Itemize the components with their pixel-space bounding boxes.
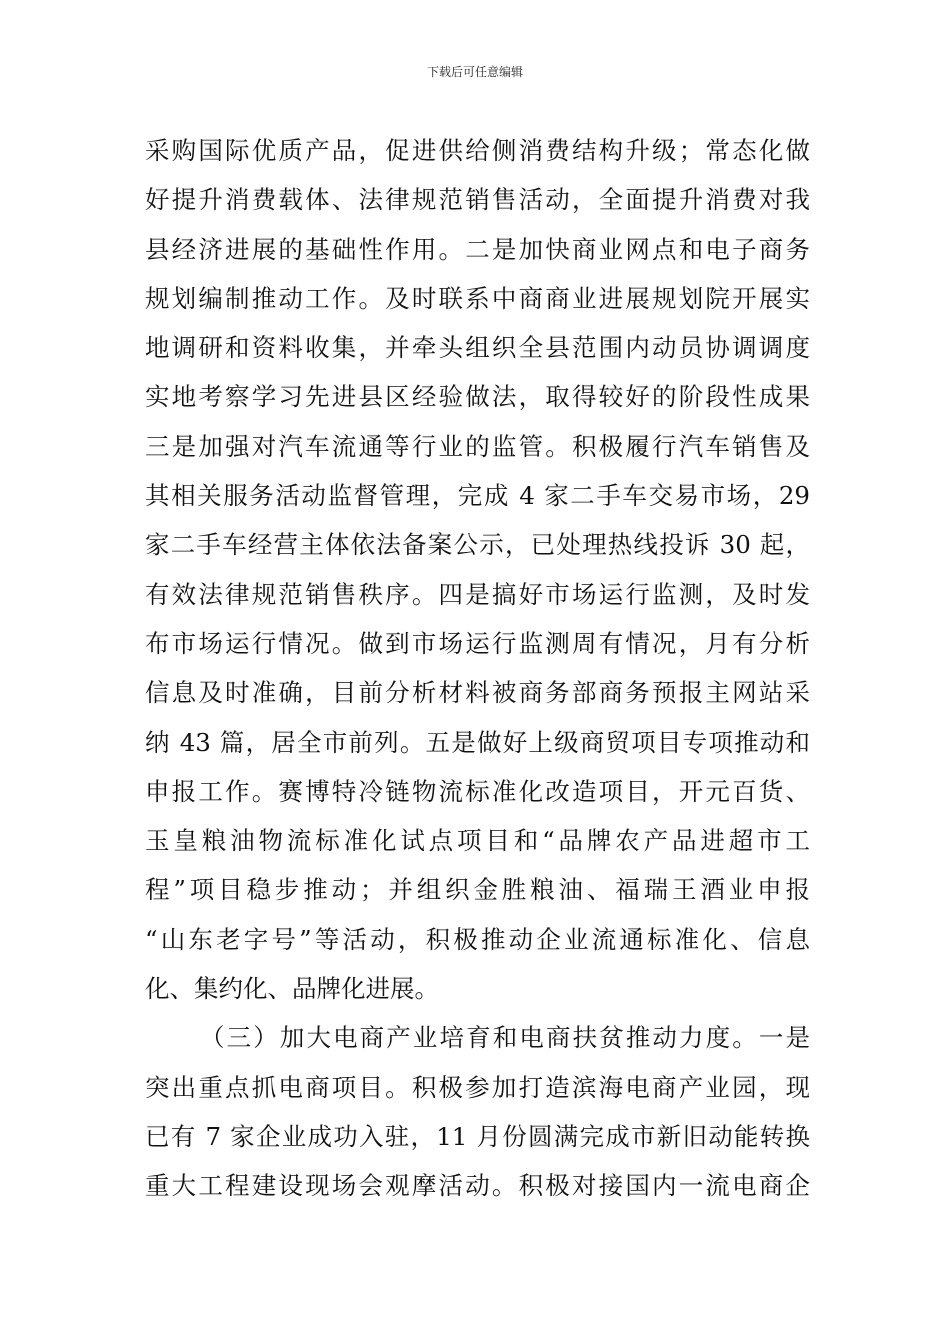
text-line: “山东老字号”等活动，积极推动企业流通标准化、信息 bbox=[145, 924, 810, 954]
text-line: 地调研和资料收集，并牵头组织全县范围内动员协调调度 bbox=[145, 333, 810, 363]
text-line: 重大工程建设现场会观摩活动。积极对接国内一流电商企 bbox=[145, 1171, 810, 1201]
page-header-note: 下载后可任意编辑 bbox=[426, 65, 523, 79]
text-line: 信息及时准确，目前分析材料被商务部商务预报主网站采 bbox=[145, 678, 810, 708]
text-line: 采购国际优质产品，促进供给侧消费结构升级；常态化做 bbox=[145, 136, 810, 165]
text-line: 申报工作。赛博特冷链物流标准化改造项目，开元百货、 bbox=[145, 776, 810, 806]
text-line: 布市场运行情况。做到市场运行监测周有情况，月有分析 bbox=[145, 628, 810, 658]
text-line: 玉皇粮油物流标准化试点项目和“品牌农产品进超市工 bbox=[145, 826, 810, 856]
section-heading-line: （三）加大电商产业培育和电商扶贫推动力度。一是 bbox=[200, 1023, 810, 1053]
text-line: 好提升消费载体、法律规范销售活动，全面提升消费对我 bbox=[145, 185, 810, 215]
text-line: 程”项目稳步推动；并组织金胜粮油、福瑞王酒业申报 bbox=[145, 875, 810, 905]
text-line: 县经济进展的基础性作用。二是加快商业网点和电子商务 bbox=[145, 234, 810, 264]
text-line: 纳 43 篇，居全市前列。五是做好上级商贸项目专项推动和 bbox=[145, 727, 810, 757]
text-line: 突出重点抓电商项目。积极参加打造滨海电商产业园，现 bbox=[145, 1072, 810, 1102]
text-line: 已有 7 家企业成功入驻，11 月份圆满完成市新旧动能转换 bbox=[145, 1121, 810, 1151]
paragraph-end-line: 化、集约化、品牌化进展。 bbox=[145, 974, 439, 1004]
text-line: 实地考察学习先进县区经验做法，取得较好的阶段性成果 bbox=[145, 382, 810, 412]
text-line: 其相关服务活动监督管理，完成 4 家二手车交易市场，29 bbox=[145, 481, 810, 511]
document-body bbox=[145, 126, 810, 1211]
text-line: 规划编制推动工作。及时联系中商商业进展规划院开展实 bbox=[145, 283, 810, 313]
text-line: 三是加强对汽车流通等行业的监管。积极履行汽车销售及 bbox=[145, 431, 810, 461]
text-line: 有效法律规范销售秩序。四是搞好市场运行监测，及时发 bbox=[145, 579, 810, 609]
text-line: 家二手车经营主体依法备案公示，已处理热线投诉 30 起， bbox=[145, 530, 810, 560]
